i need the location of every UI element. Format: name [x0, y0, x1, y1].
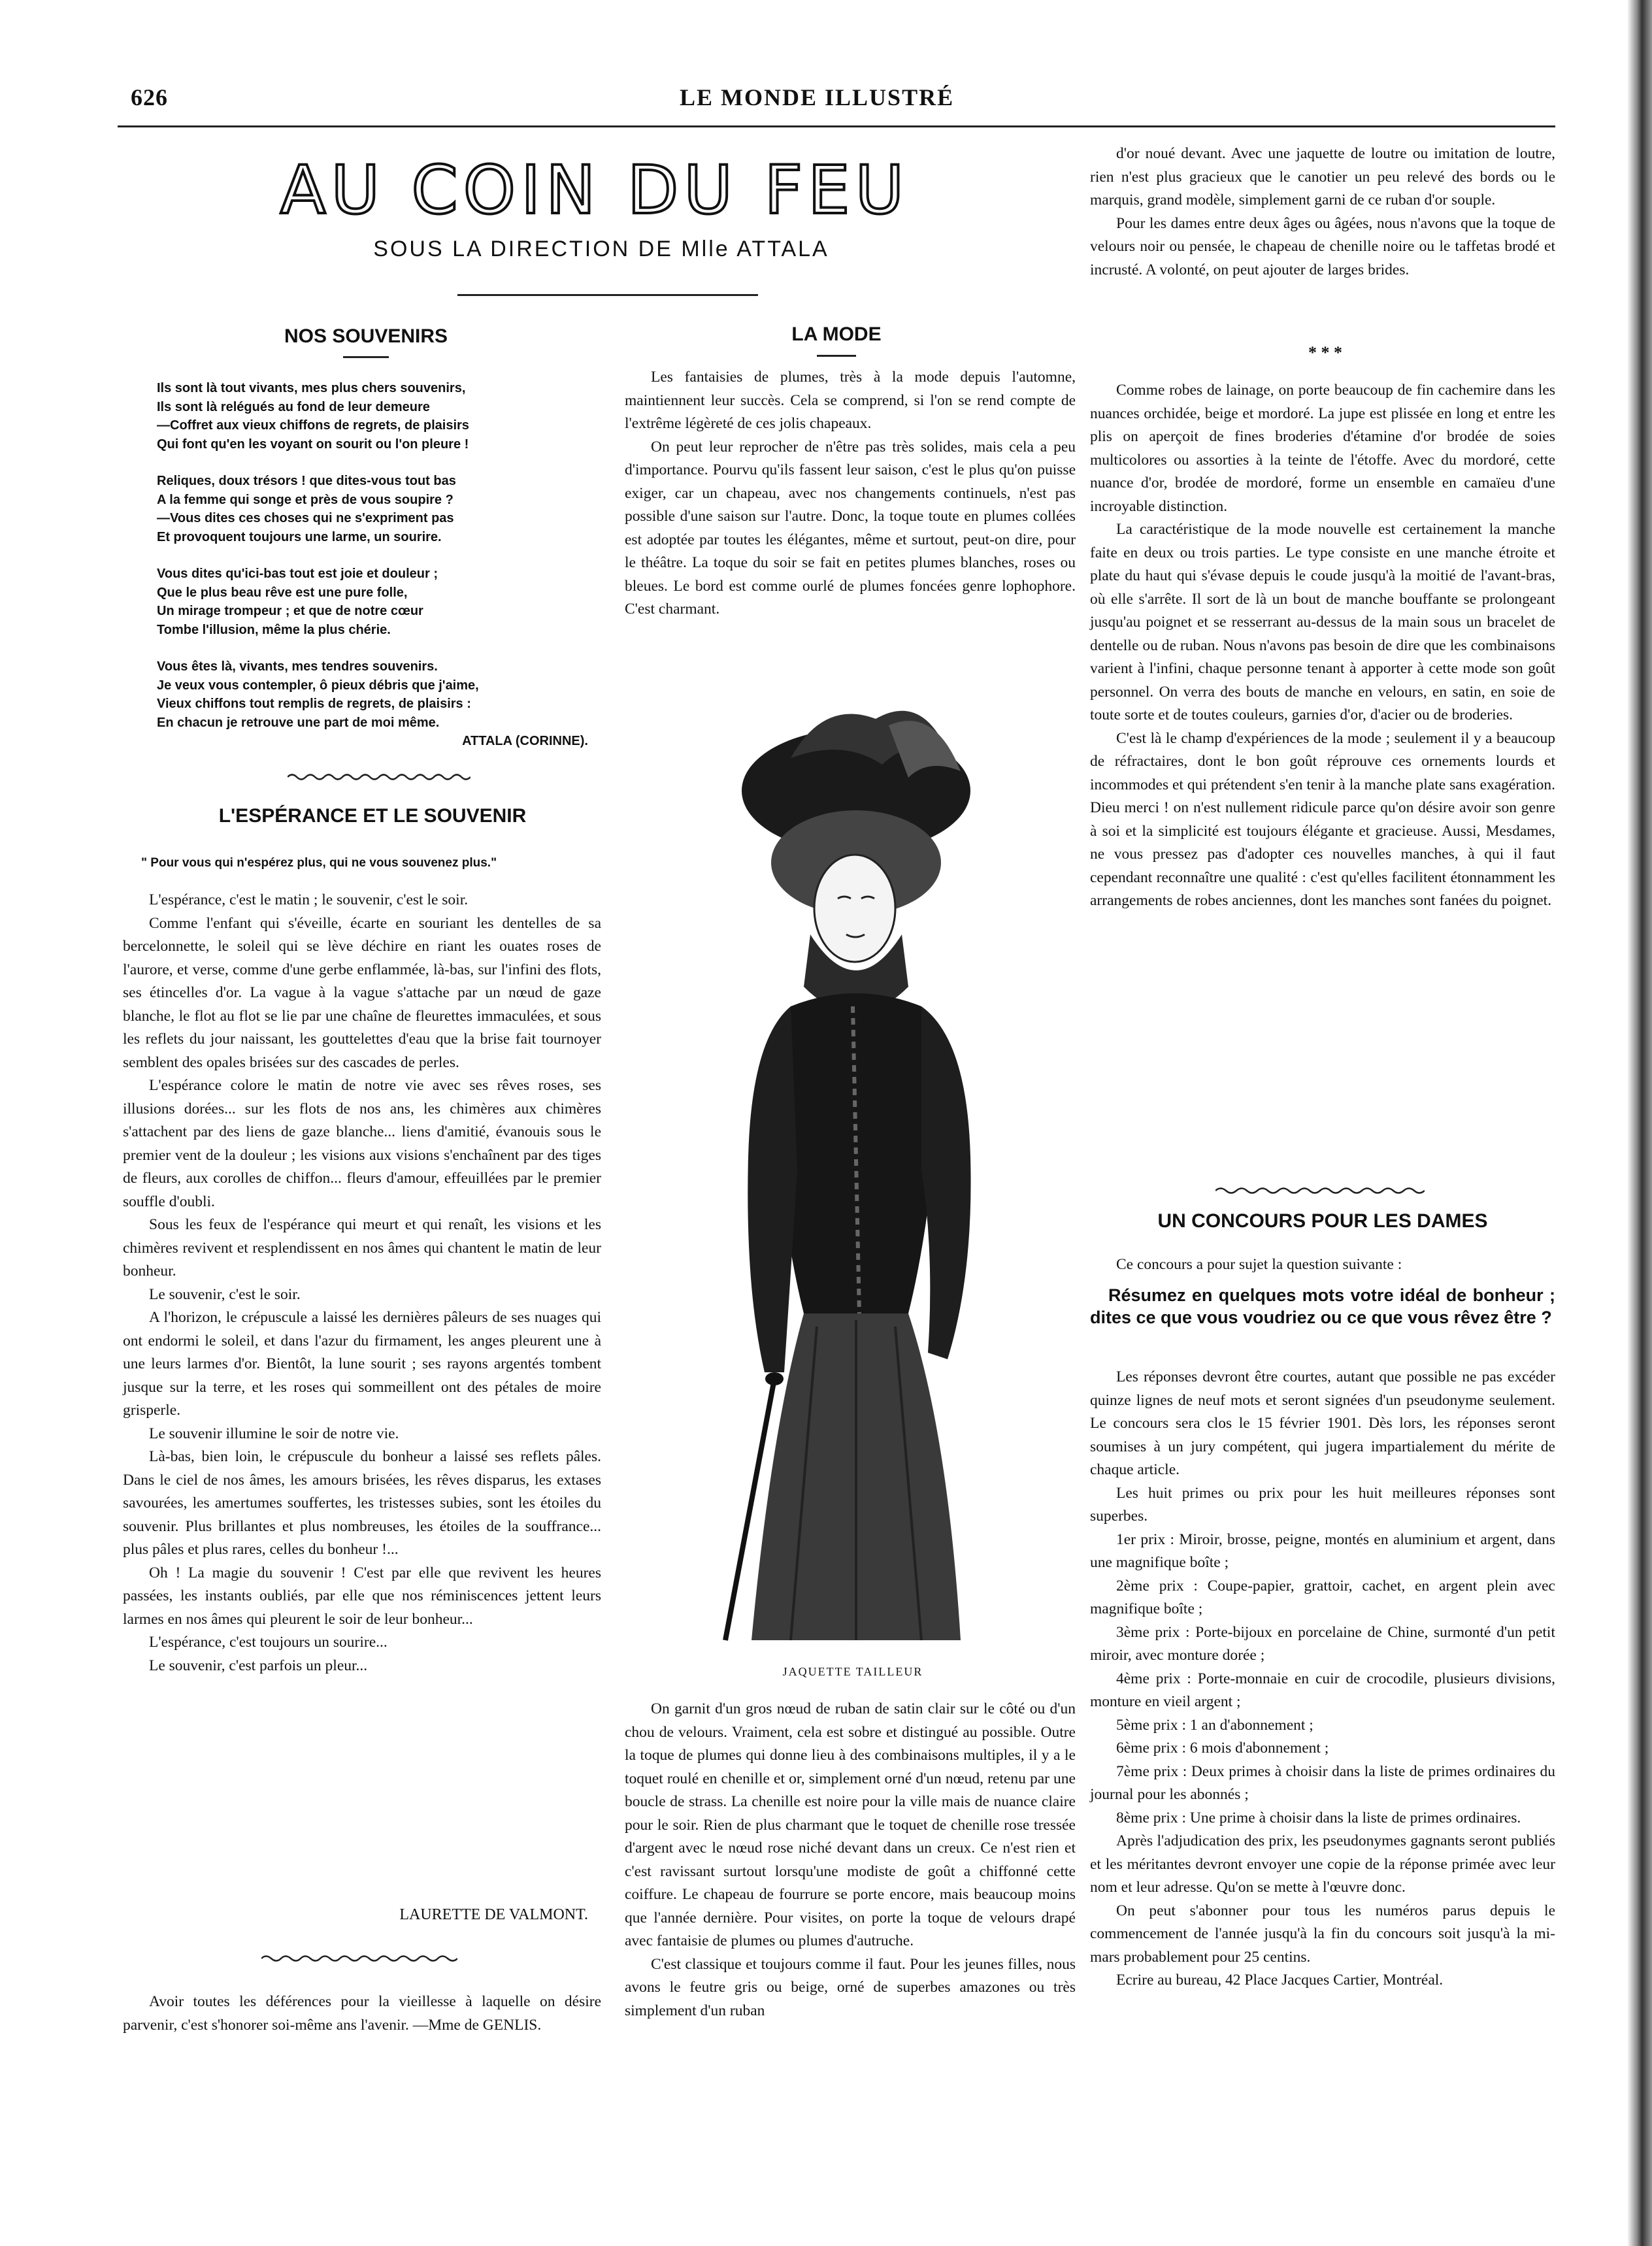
poem-line: Ils sont là relégués au fond de leur demeure: [157, 399, 430, 414]
paragraph: Pour les dames entre deux âges ou âgées, nous n'avons que la toque de velours noir ou pensée, le chapeau de chenille noire ou le taffetas brodé et incrusté. A volonté, on peut ajouter de larges brides.: [1090, 214, 1555, 278]
esperance-epigraph: " Pour vous qui n'espérez plus, qui ne vous souvenez plus.": [141, 856, 497, 870]
paragraph: 1er prix : Miroir, brosse, peigne, montés en aluminium et argent, dans une magnifique boîte ;: [1090, 1530, 1555, 1571]
header-rule: [118, 125, 1555, 127]
ornament-rule: [288, 772, 471, 782]
ornament-rule-2: [261, 1954, 457, 1963]
paragraph: Ecrire au bureau, 42 Place Jacques Cartier, Montréal.: [1116, 1972, 1444, 1989]
mode-body-right: [1090, 142, 1555, 282]
paragraph: Là-bas, bien loin, le crépuscule du bonheur a laissé ses reflets pâles. Dans le ciel de nos âmes, les amours brisées, les rêves disparus, les extases savourées, les amertumes souffertes, les tristesses subies, sont les étoiles du souvenir. Plus brillantes et plus nombreuses, les étoiles de la souffrance... plus pâles et plus rares, celles du bonheur !...: [123, 1448, 601, 1558]
poem-line: Un mirage trompeur ; et que de notre cœur: [157, 604, 423, 618]
poem-line: —Coffret aux vieux chiffons de regrets, de plaisirs: [157, 418, 469, 433]
paragraph: C'est là le champ d'expériences de la mode ; seulement il y a beaucoup de réfractaires, dont le bon goût réprouve ces ornements lourds et incommodes et qui prétendent s'en tenir à la manche plate sans exagération. Dieu merci ! on n'est nullement ridicule parce qu'on désire avoir son genre à soi et la simplicité est toujours élégante et gracieuse. Aussi, Mesdames, ne vous pressez pas d'adopter ces nouvelles manches, à qui il faut cependant reconnaître une qualité : c'est qu'elles facilitent étonnamment les arrangements de robes anciennes, dont les manches sont fanées du poignet.: [1090, 729, 1555, 909]
concours-body: [1090, 1366, 1555, 1992]
paragraph: 3ème prix : Porte-bijoux en porcelaine de Chine, surmonté d'un petit miroir, avec monture dorée ;: [1090, 1623, 1555, 1664]
paragraph: Comme l'enfant qui s'éveille, écarte en souriant les dentelles de sa bercelonnette, le soleil qui se lève déchire en riant les ouates roses de l'aurore, et verse, comme d'une gerbe enflammée, là-bas, sur l'infini des flots, ses étincelles d'or. La vague à la vague s'attache par un nœud de gaze blanche, le flot au flot se lie par une chaîne de fleurettes immaculées, et sous les reflets du jour naissant, les gouttelettes d'eau que la brise fait tournoyer semblent des opales brisées sur des cascades de perles.: [123, 914, 601, 1071]
poem-line: Tombe l'illusion, même la plus chérie.: [157, 622, 391, 637]
poem-line: Qui font qu'en les voyant on sourit ou l'on pleure !: [157, 437, 469, 452]
journal-title: LE MONDE ILLUSTRÉ: [680, 84, 955, 110]
poem-line: —Vous dites ces choses qui ne s'expriment pas: [157, 511, 454, 525]
paragraph: Le souvenir, c'est parfois un pleur...: [149, 1657, 368, 1674]
poem-line: Vieux chiffons tout remplis de regrets, de plaisirs :: [157, 697, 471, 711]
illustration-caption: JAQUETTE TAILLEUR: [782, 1665, 923, 1678]
paragraph: La caractéristique de la mode nouvelle est certainement la manche faite en deux ou trois parties. Le type consiste en une manche étroite et plate du haut qui s'évase depuis le coude jusqu'à la moitié de l'avant-bras, où elle s'arrête. Il sort de là un bout de manche bouffante se prolongeant jusqu'au poignet et se resserrant au-dessus de la main sous un bracelet de dentelle ou de ruban. Nous n'avons pas besoin de dire que les combinaisons varient à l'infini, chaque personne tenant à apporter à cette mode son goût personnel. On verra des bouts de manche en velours, en satin, en soie de toute sorte et de toutes couleurs, garnies d'or, d'acier ou de broderies.: [1090, 521, 1555, 723]
poem-line: A la femme qui songe et près de vous soupire ?: [157, 492, 454, 507]
section-subtitle: SOUS LA DIRECTION DE Mlle ATTALA: [373, 237, 829, 261]
section-title: AU COIN DU FEU: [280, 152, 910, 229]
paragraph: Les réponses devront être courtes, autant que possible ne pas excéder quinze lignes de neuf mots et seront signées d'un pseudonyme seulement. Le concours sera clos le 15 février 1901. Dès lors, les réponses seront soumises à un jury compétent, qui jugera impartialement du mérite de chaque article.: [1090, 1368, 1555, 1478]
esperance-body: [123, 889, 601, 1677]
concours-heading: UN CONCOURS POUR LES DAMES: [1157, 1210, 1488, 1232]
esperance-heading: L'ESPÉRANCE ET LE SOUVENIR: [218, 805, 527, 827]
mode-body-right-2: [1090, 379, 1555, 913]
souvenirs-poem: [157, 379, 588, 751]
paragraph: 7ème prix : Deux primes à choisir dans la liste de primes ordinaires du journal pour les abonnés ;: [1090, 1762, 1555, 1803]
paragraph: Le souvenir, c'est le soir.: [149, 1285, 301, 1303]
page-edge-shadow: [1627, 0, 1652, 2246]
souvenirs-signature: ATTALA (CORINNE).: [462, 734, 588, 748]
paragraph: 8ème prix : Une prime à choisir dans la liste de primes ordinaires.: [1116, 1809, 1521, 1826]
jaquette-illustration: [712, 699, 1000, 1647]
souvenirs-heading-rule: [343, 356, 389, 358]
paragraph: A l'horizon, le crépuscule a laissé les dernières pâleurs de ses nuages qui ont endormi le soleil, et dans l'azur du firmament, les anges pleurent une à une leurs larmes d'or. Bientôt, la lune sourit ; ses rayons argentés tombent jusque sur la terre, et les roses qui sommeillent ont des pétales de moire grisperle.: [123, 1309, 601, 1419]
paragraph: 4ème prix : Porte-monnaie en cuir de crocodile, plusieurs divisions, monture en vieil argent ;: [1090, 1670, 1555, 1710]
poem-line: Reliques, doux trésors ! que dites-vous tout bas: [157, 474, 456, 488]
concours-intro: Ce concours a pour sujet la question suivante :: [1116, 1256, 1402, 1273]
poem-stanza: [157, 472, 588, 546]
paragraph: 6ème prix : 6 mois d'abonnement ;: [1116, 1740, 1329, 1757]
esperance-signature: LAURETTE DE VALMONT.: [399, 1906, 588, 1923]
paragraph: Le souvenir illumine le soir de notre vie.: [149, 1425, 399, 1442]
mode-heading-rule: [817, 355, 856, 357]
paragraph: 5ème prix : 1 an d'abonnement ;: [1116, 1716, 1313, 1734]
paragraph: L'espérance, c'est le matin ; le souvenir, c'est le soir.: [149, 891, 469, 908]
poem-line: Et provoquent toujours une larme, un sourire.: [157, 529, 442, 544]
title-rule: [457, 294, 758, 296]
poem-line: Je veux vous contempler, ô pieux débris que j'aime,: [157, 678, 479, 693]
poem-stanza: [157, 565, 588, 639]
paragraph: d'or noué devant. Avec une jaquette de loutre ou imitation de loutre, rien n'est plus gracieux que le canotier un peu relevé des bords ou le marquis, grand modèle, simplement garni de ce ruban d'or souple.: [1090, 145, 1555, 208]
page-number: 626: [131, 84, 168, 110]
paragraph: L'espérance, c'est toujours un sourire...: [149, 1634, 388, 1651]
poem-line: Vous dites qu'ici-bas tout est joie et douleur ;: [157, 567, 438, 581]
genlis-quote: Avoir toutes les déférences pour la vieillesse à laquelle on désire parvenir, c'est s'honorer soi-même ans l'avenir. —Mme de GENLIS.: [123, 1993, 601, 2034]
concours-question: Résumez en quelques mots votre idéal de bonheur ; dites ce que vous voudriez ou ce que vous rêvez être ?: [1090, 1285, 1555, 1327]
poem-line: Vous êtes là, vivants, mes tendres souvenirs.: [157, 659, 438, 674]
souvenirs-heading: NOS SOUVENIRS: [284, 325, 448, 347]
mode-heading: LA MODE: [791, 323, 882, 345]
poem-stanza: [157, 379, 588, 454]
paragraph: On peut leur reprocher de n'être pas très solides, mais cela a peu d'importance. Pourvu qu'ils fassent leur saison, c'est le plus qu'on puisse exiger, car un chapeau, avec nos changements continuels, n'est pas possible d'une saison sur l'autre. Donc, la toque toute en plumes collées est adoptée par toutes les élégantes, même et surtout, peut-on dire, pour le théâtre. La toque du soir se fait en petites plumes blanches, roses ou bleues. Le bord est comme ourlé de plumes foncées genre lophophore. C'est charmant.: [625, 438, 1076, 618]
poem-stanza: [157, 657, 588, 732]
paragraph: Oh ! La magie du souvenir ! C'est par elle que revivent les heures passées, les instants oubliés, par elle que nos réminiscences jettent leurs larmes en nos âmes qui pleurent le soir de leur bonheur...: [123, 1564, 601, 1628]
paragraph: Sous les feux de l'espérance qui meurt et qui renaît, les visions et les chimères revivent et resplendissent en nos âmes qui chantent le matin de leur bonheur.: [123, 1216, 601, 1280]
poem-line: En chacun je retrouve une part de moi même.: [157, 715, 440, 730]
paragraph: 2ème prix : Coupe-papier, grattoir, cachet, en argent plein avec magnifique boîte ;: [1090, 1577, 1555, 1617]
poem-line: Ils sont là tout vivants, mes plus chers souvenirs,: [157, 381, 466, 395]
paragraph: Comme robes de lainage, on porte beaucoup de fin cachemire dans les nuances orchidée, beige et mordoré. La jupe est plissée en long et entre les plis on aperçoit de fines broderies d'étamine d'or brodée de soies multicolores ou assorties à la teinte de l'étoffe. Avec du mordoré, cette nuance d'or, brodée de mordoré, forme un ensemble en camaïeu d'une incroyable distinction.: [1090, 382, 1555, 515]
mode-body-bottom: [625, 1698, 1076, 2023]
stars-separator: * * *: [1308, 343, 1342, 362]
paragraph: Les fantaisies de plumes, très à la mode depuis l'automne, maintiennent leur succès. Cela se comprend, si l'on se rend compte de l'extrême légèreté de ces jolis chapeaux.: [625, 369, 1076, 432]
paragraph: L'espérance colore le matin de notre vie avec ses rêves roses, ses illusions dorées... sur les flots de nos ans, les chimères aux chimères s'attachent par des liens de gaze blanche... liens d'amitié, évanouis sous le premier vent de la douleur ; les visions aux visions s'enchaînent par des tiges de fleurs, aux corolles de chiffon... fleurs d'amour, effeuillées par le premier souffle d'oubli.: [123, 1077, 601, 1210]
paragraph: C'est classique et toujours comme il faut. Pour les jeunes filles, nous avons le feutre gris ou beige, orné de superbes amazones ou très simplement d'un ruban: [625, 1955, 1076, 2019]
poem-line: Que le plus beau rêve est une pure folle,: [157, 585, 408, 600]
paragraph: On peut s'abonner pour tous les numéros parus depuis le commencement de l'année jusqu'à la fin du concours soit jusqu'à la mi-mars probablement pour 25 centins.: [1090, 1902, 1555, 1966]
paragraph: Les huit primes ou prix pour les huit meilleures réponses sont superbes.: [1090, 1484, 1555, 1525]
mode-body-top: [625, 366, 1076, 621]
ornament-rule-3: [1215, 1186, 1425, 1195]
paragraph: Après l'adjudication des prix, les pseudonymes gagnants seront publiés et les méritantes devront envoyer une copie de la réponse primée avec leur nom et leur adresse. Qu'on se mette à l'œuvre donc.: [1090, 1832, 1555, 1896]
paragraph: On garnit d'un gros nœud de ruban de satin clair sur le côté ou d'un chou de velours. Vraiment, cela est sobre et distingué au possible. Outre la toque de plumes qui donne lieu à des combinaisons multiples, il y a le toquet roulé en chenille et or, simplement orné d'un nœud, retenu par une boucle de strass. La chenille est noire pour la ville mais de nuance claire pour le soir. Rien de plus charmant que le toquet de chenille rose tressée d'argent avec le nœud rose niché devant dans un creux. Ce n'est rien et c'est ravissant surtout lorsqu'une modiste de goût a chiffonné cette coiffure. Le chapeau de fourrure se porte encore, mais beaucoup moins que l'année dernière. Pour visites, on porte la toque de velours drapé avec fantaisie de plumes ou plumes d'autruche.: [625, 1700, 1076, 1949]
